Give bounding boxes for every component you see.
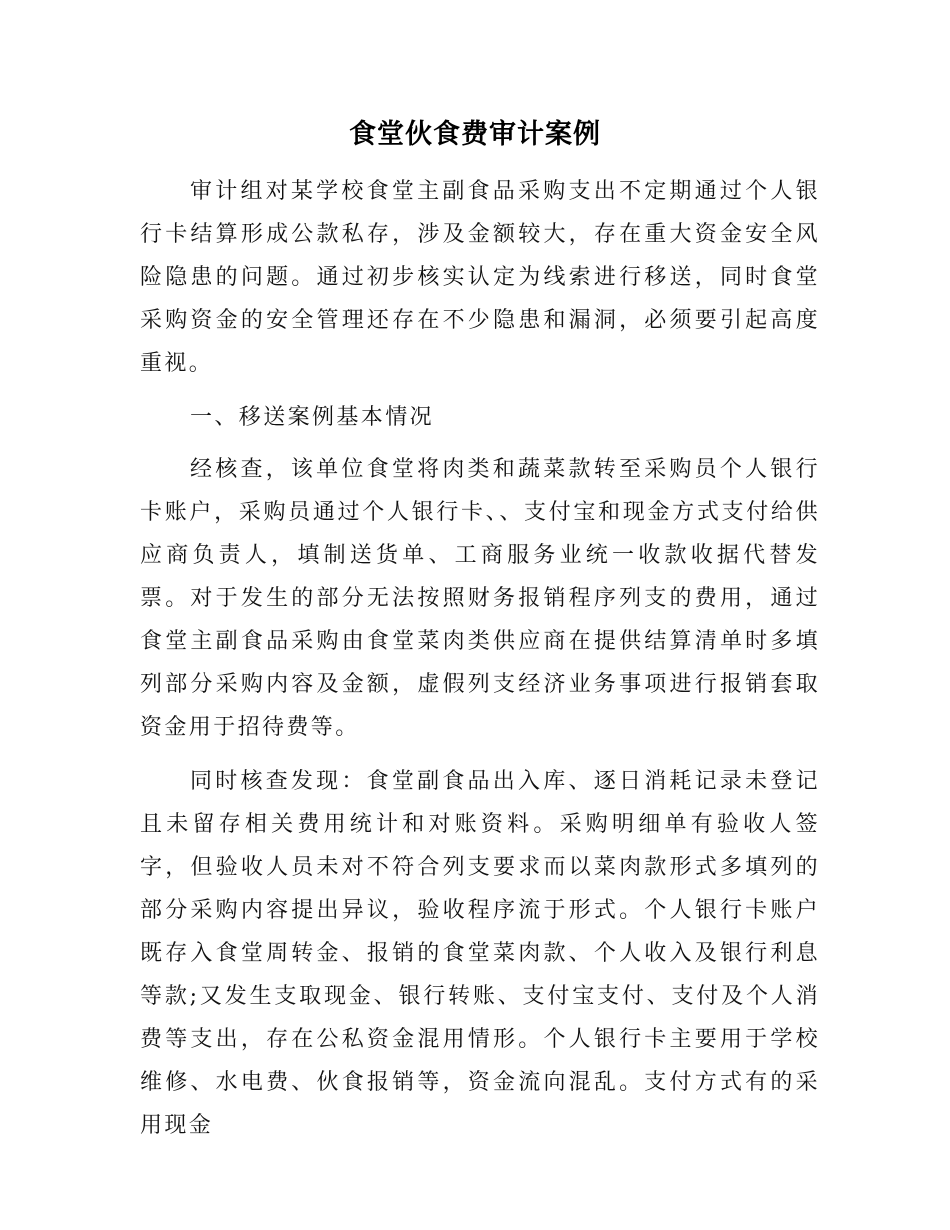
paragraph-intro: 审计组对某学校食堂主副食品采购支出不定期通过个人银行卡结算形成公款私存，涉及金额较大，存在重大资金安全风险隐患的问题。通过初步核实认定为线索进行移送，同时食堂采购资金的安全管理还存在不少隐患和漏洞，必须要引起高度重视。 xyxy=(140,179,820,376)
section-heading: 一、移送案例基本情况 xyxy=(190,405,435,430)
paragraph-findings: 经核查，该单位食堂将肉类和蔬菜款转至采购员个人银行卡账户，采购员通过个人银行卡、、支付宝和现金方式支付给供应商负责人，填制送货单、工商服务业统一收款收据代替发票。对于发生的部分无法按照财务报销程序列支的费用，通过食堂主副食品采购由食堂菜肉类供应商在提供结算清单时多填列部分采购内容及金额，虚假列支经济业务事项进行报销套取资金用于招待费等。 xyxy=(140,457,820,740)
paragraph-additional-findings: 同时核查发现：食堂副食品出入库、逐日消耗记录未登记且未留存相关费用统计和对账资料。采购明细单有验收人签字，但验收人员未对不符合列支要求而以菜肉款形式多填列的部分采购内容提出异议，验收程序流于形式。个人银行卡账户既存入食堂周转金、报销的食堂菜肉款、个人收入及银行利息等款;又发生支取现金、银行转账、支付宝支付、支付及个人消费等支出，存在公私资金混用情形。个人银行卡主要用于学校维修、水电费、伙食报销等，资金流向混乱。支付方式有的采用现金 xyxy=(140,769,820,1138)
document-title: 食堂伙食费审计案例 xyxy=(349,119,601,150)
